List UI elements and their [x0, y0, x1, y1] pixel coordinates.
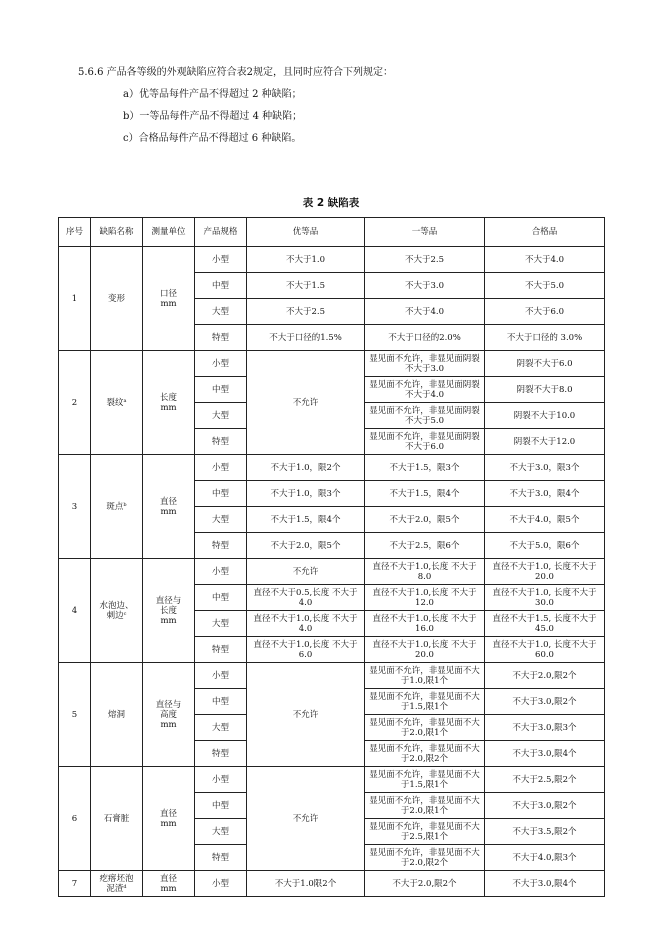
qualified-grade-cell: 直径不大于1.0, 长度不大于20.0	[485, 559, 605, 585]
defect-name-cell	[91, 351, 143, 455]
top-grade-cell: 不允许	[247, 663, 365, 767]
defect-name: 斑点	[106, 501, 124, 512]
table-row	[59, 351, 605, 377]
spec-cell: 中型	[195, 585, 247, 611]
qualified-grade-cell: 阴裂不大于8.0	[485, 377, 605, 403]
first-grade-cell: 不大于4.0	[365, 299, 485, 325]
qualified-grade-cell: 直径不大于1.5, 长度不大于45.0	[485, 611, 605, 637]
first-grade-cell: 不大于2.0，限5个	[365, 507, 485, 533]
spec-cell: 中型	[195, 481, 247, 507]
header-unit: 测量单位	[143, 218, 195, 247]
first-grade-cell: 显见面不允许，非显见面不大于1.5,限1个	[365, 689, 485, 715]
unit-cell: 长度 mm	[143, 351, 195, 455]
defect-name-cell	[91, 663, 143, 767]
header-first-grade: 一等品	[365, 218, 485, 247]
unit-cell: 口径 mm	[143, 247, 195, 351]
spec-cell: 特型	[195, 429, 247, 455]
spec-cell: 特型	[195, 533, 247, 559]
qualified-grade-cell: 不大于6.0	[485, 299, 605, 325]
top-grade-cell: 不大于1.0，限3个	[247, 481, 365, 507]
first-grade-cell: 显见面不允许，非显见面阴裂不大于6.0	[365, 429, 485, 455]
qualified-grade-cell: 不大于3.0，限4个	[485, 481, 605, 507]
spec-cell: 大型	[195, 715, 247, 741]
top-grade-cell: 不大于1.0限2个	[247, 871, 365, 897]
defect-name-cell	[91, 247, 143, 351]
first-grade-cell: 不大于1.5，限3个	[365, 455, 485, 481]
table-row	[59, 871, 605, 897]
top-grade-cell: 不大于1.5	[247, 273, 365, 299]
first-grade-cell: 显见面不允许，非显见面不大于2.0,限2个	[365, 845, 485, 871]
defect-name: 熔洞	[107, 709, 125, 720]
rule-item-c: c）合格品每件产品不得超过 6 种缺陷。	[123, 133, 302, 144]
defect-name: 石膏脏	[103, 813, 130, 824]
spec-cell: 小型	[195, 871, 247, 897]
header-qualified-grade: 合格品	[485, 218, 605, 247]
intro-section	[78, 62, 393, 150]
qualified-grade-cell: 不大于3.0，限3个	[485, 455, 605, 481]
defect-name-cell	[91, 767, 143, 871]
defect-name: 疙瘩坯泡 泥渣	[99, 873, 134, 894]
qualified-grade-cell: 不大于5.0	[485, 273, 605, 299]
spec-cell: 大型	[195, 299, 247, 325]
qualified-grade-cell: 不大于口径的 3.0%	[485, 325, 605, 351]
table-row	[59, 247, 605, 273]
header-seq: 序号	[59, 218, 91, 247]
first-grade-cell: 不大于口径的2.0%	[365, 325, 485, 351]
top-grade-cell: 不大于1.0	[247, 247, 365, 273]
first-grade-cell: 直径不大于1.0,长度 不大于20.0	[365, 637, 485, 663]
table-caption: 表 2 缺陷表	[302, 197, 360, 209]
footnote-marker: c	[123, 610, 127, 617]
first-grade-cell: 显见面不允许，非显见面不大于1.0,限1个	[365, 663, 485, 689]
rule-item-b: b）一等品每件产品不得超过 4 种缺陷；	[123, 111, 303, 122]
qualified-grade-cell: 不大于3.0,限4个	[485, 741, 605, 767]
table-row	[59, 455, 605, 481]
top-grade-cell: 直径不大于1.0,长度 不大于6.0	[247, 637, 365, 663]
qualified-grade-cell: 不大于3.0,限2个	[485, 689, 605, 715]
qualified-grade-cell: 不大于3.0,限4个	[485, 871, 605, 897]
qualified-grade-cell: 不大于3.0,限3个	[485, 715, 605, 741]
defect-name: 裂纹	[106, 397, 124, 408]
seq-cell: 7	[59, 871, 91, 897]
first-grade-cell: 显见面不允许，非显见面阴裂不大于5.0	[365, 403, 485, 429]
seq-cell: 6	[59, 767, 91, 871]
spec-cell: 中型	[195, 689, 247, 715]
seq-cell: 4	[59, 559, 91, 663]
top-grade-cell: 直径不大于1.0,长度 不大于4.0	[247, 611, 365, 637]
qualified-grade-cell: 不大于4.0，限5个	[485, 507, 605, 533]
unit-cell: 直径 mm	[143, 767, 195, 871]
qualified-grade-cell: 不大于5.0，限6个	[485, 533, 605, 559]
spec-cell: 中型	[195, 273, 247, 299]
header-spec: 产品规格	[195, 218, 247, 247]
table-header-row	[59, 218, 605, 247]
first-grade-cell: 不大于2.5，限6个	[365, 533, 485, 559]
defect-name-cell	[91, 871, 143, 897]
header-name: 缺陷名称	[91, 218, 143, 247]
spec-cell: 大型	[195, 403, 247, 429]
footnote-marker: b	[123, 501, 127, 508]
spec-cell: 大型	[195, 507, 247, 533]
first-grade-cell: 显见面不允许，非显见面阴裂不大于3.0	[365, 351, 485, 377]
top-grade-cell: 不允许	[247, 559, 365, 585]
qualified-grade-cell: 不大于2.0,限2个	[485, 663, 605, 689]
top-grade-cell: 不大于口径的1.5%	[247, 325, 365, 351]
first-grade-cell: 不大于1.5，限4个	[365, 481, 485, 507]
unit-cell: 直径 mm	[143, 871, 195, 897]
unit-cell: 直径 mm	[143, 455, 195, 559]
first-grade-cell: 不大于2.0,限2个	[365, 871, 485, 897]
top-grade-cell: 不大于2.0，限5个	[247, 533, 365, 559]
top-grade-cell: 不允许	[247, 767, 365, 871]
spec-cell: 中型	[195, 377, 247, 403]
seq-cell: 1	[59, 247, 91, 351]
spec-cell: 中型	[195, 793, 247, 819]
defect-name-cell	[91, 455, 143, 559]
spec-cell: 小型	[195, 247, 247, 273]
first-grade-cell: 显见面不允许，非显见面不大于2.0,限1个	[365, 793, 485, 819]
spec-cell: 大型	[195, 611, 247, 637]
footnote-marker: a	[123, 397, 127, 404]
spec-cell: 小型	[195, 455, 247, 481]
spec-cell: 小型	[195, 559, 247, 585]
qualified-grade-cell: 直径不大于1.0, 长度不大于60.0	[485, 637, 605, 663]
table-body	[59, 247, 605, 897]
first-grade-cell: 显见面不允许，非显见面不大于2.5,限1个	[365, 819, 485, 845]
qualified-grade-cell: 阴裂不大于10.0	[485, 403, 605, 429]
seq-cell: 2	[59, 351, 91, 455]
footnote-marker: d	[123, 883, 127, 890]
spec-cell: 特型	[195, 637, 247, 663]
first-grade-cell: 不大于2.5	[365, 247, 485, 273]
header-top-grade: 优等品	[247, 218, 365, 247]
table-row	[59, 559, 605, 585]
seq-cell: 5	[59, 663, 91, 767]
seq-cell: 3	[59, 455, 91, 559]
table-row	[59, 663, 605, 689]
first-grade-cell: 不大于3.0	[365, 273, 485, 299]
first-grade-cell: 直径不大于1.0,长度 不大于16.0	[365, 611, 485, 637]
defect-table	[58, 217, 605, 897]
first-grade-cell: 直径不大于1.0,长度 不大于8.0	[365, 559, 485, 585]
first-grade-cell: 显见面不允许，非显见面不大于2.0,限1个	[365, 715, 485, 741]
defect-name: 变形	[107, 293, 125, 304]
qualified-grade-cell: 不大于3.0,限2个	[485, 793, 605, 819]
clause-heading: 5.6.6 产品各等级的外观缺陷应符合表2规定，且同时应符合下列规定：	[78, 67, 393, 78]
first-grade-cell: 显见面不允许，非显见面不大于1.5,限1个	[365, 767, 485, 793]
top-grade-cell: 不允许	[247, 351, 365, 455]
spec-cell: 小型	[195, 767, 247, 793]
defect-name-cell	[91, 559, 143, 663]
top-grade-cell: 不大于1.0，限2个	[247, 455, 365, 481]
qualified-grade-cell: 不大于2.5,限2个	[485, 767, 605, 793]
spec-cell: 特型	[195, 845, 247, 871]
top-grade-cell: 不大于2.5	[247, 299, 365, 325]
qualified-grade-cell: 不大于4.0	[485, 247, 605, 273]
unit-cell: 直径与 高度 mm	[143, 663, 195, 767]
qualified-grade-cell: 不大于4.0,限3个	[485, 845, 605, 871]
top-grade-cell: 不大于1.5，限4个	[247, 507, 365, 533]
first-grade-cell: 显见面不允许，非显见面阴裂不大于4.0	[365, 377, 485, 403]
table-row	[59, 767, 605, 793]
qualified-grade-cell: 阴裂不大于6.0	[485, 351, 605, 377]
spec-cell: 大型	[195, 819, 247, 845]
qualified-grade-cell: 不大于3.5,限2个	[485, 819, 605, 845]
spec-cell: 小型	[195, 351, 247, 377]
rule-item-a: a）优等品每件产品不得超过 2 种缺陷；	[123, 89, 302, 100]
first-grade-cell: 显见面不允许，非显见面不大于2.0,限2个	[365, 741, 485, 767]
unit-cell: 直径与 长度 mm	[143, 559, 195, 663]
qualified-grade-cell: 直径不大于1.0, 长度不大于30.0	[485, 585, 605, 611]
first-grade-cell: 直径不大于1.0,长度 不大于12.0	[365, 585, 485, 611]
defect-name: 水泡边、 刺边	[99, 600, 134, 621]
spec-cell: 特型	[195, 741, 247, 767]
spec-cell: 小型	[195, 663, 247, 689]
qualified-grade-cell: 阴裂不大于12.0	[485, 429, 605, 455]
spec-cell: 特型	[195, 325, 247, 351]
top-grade-cell: 直径不大于0.5,长度 不大于4.0	[247, 585, 365, 611]
